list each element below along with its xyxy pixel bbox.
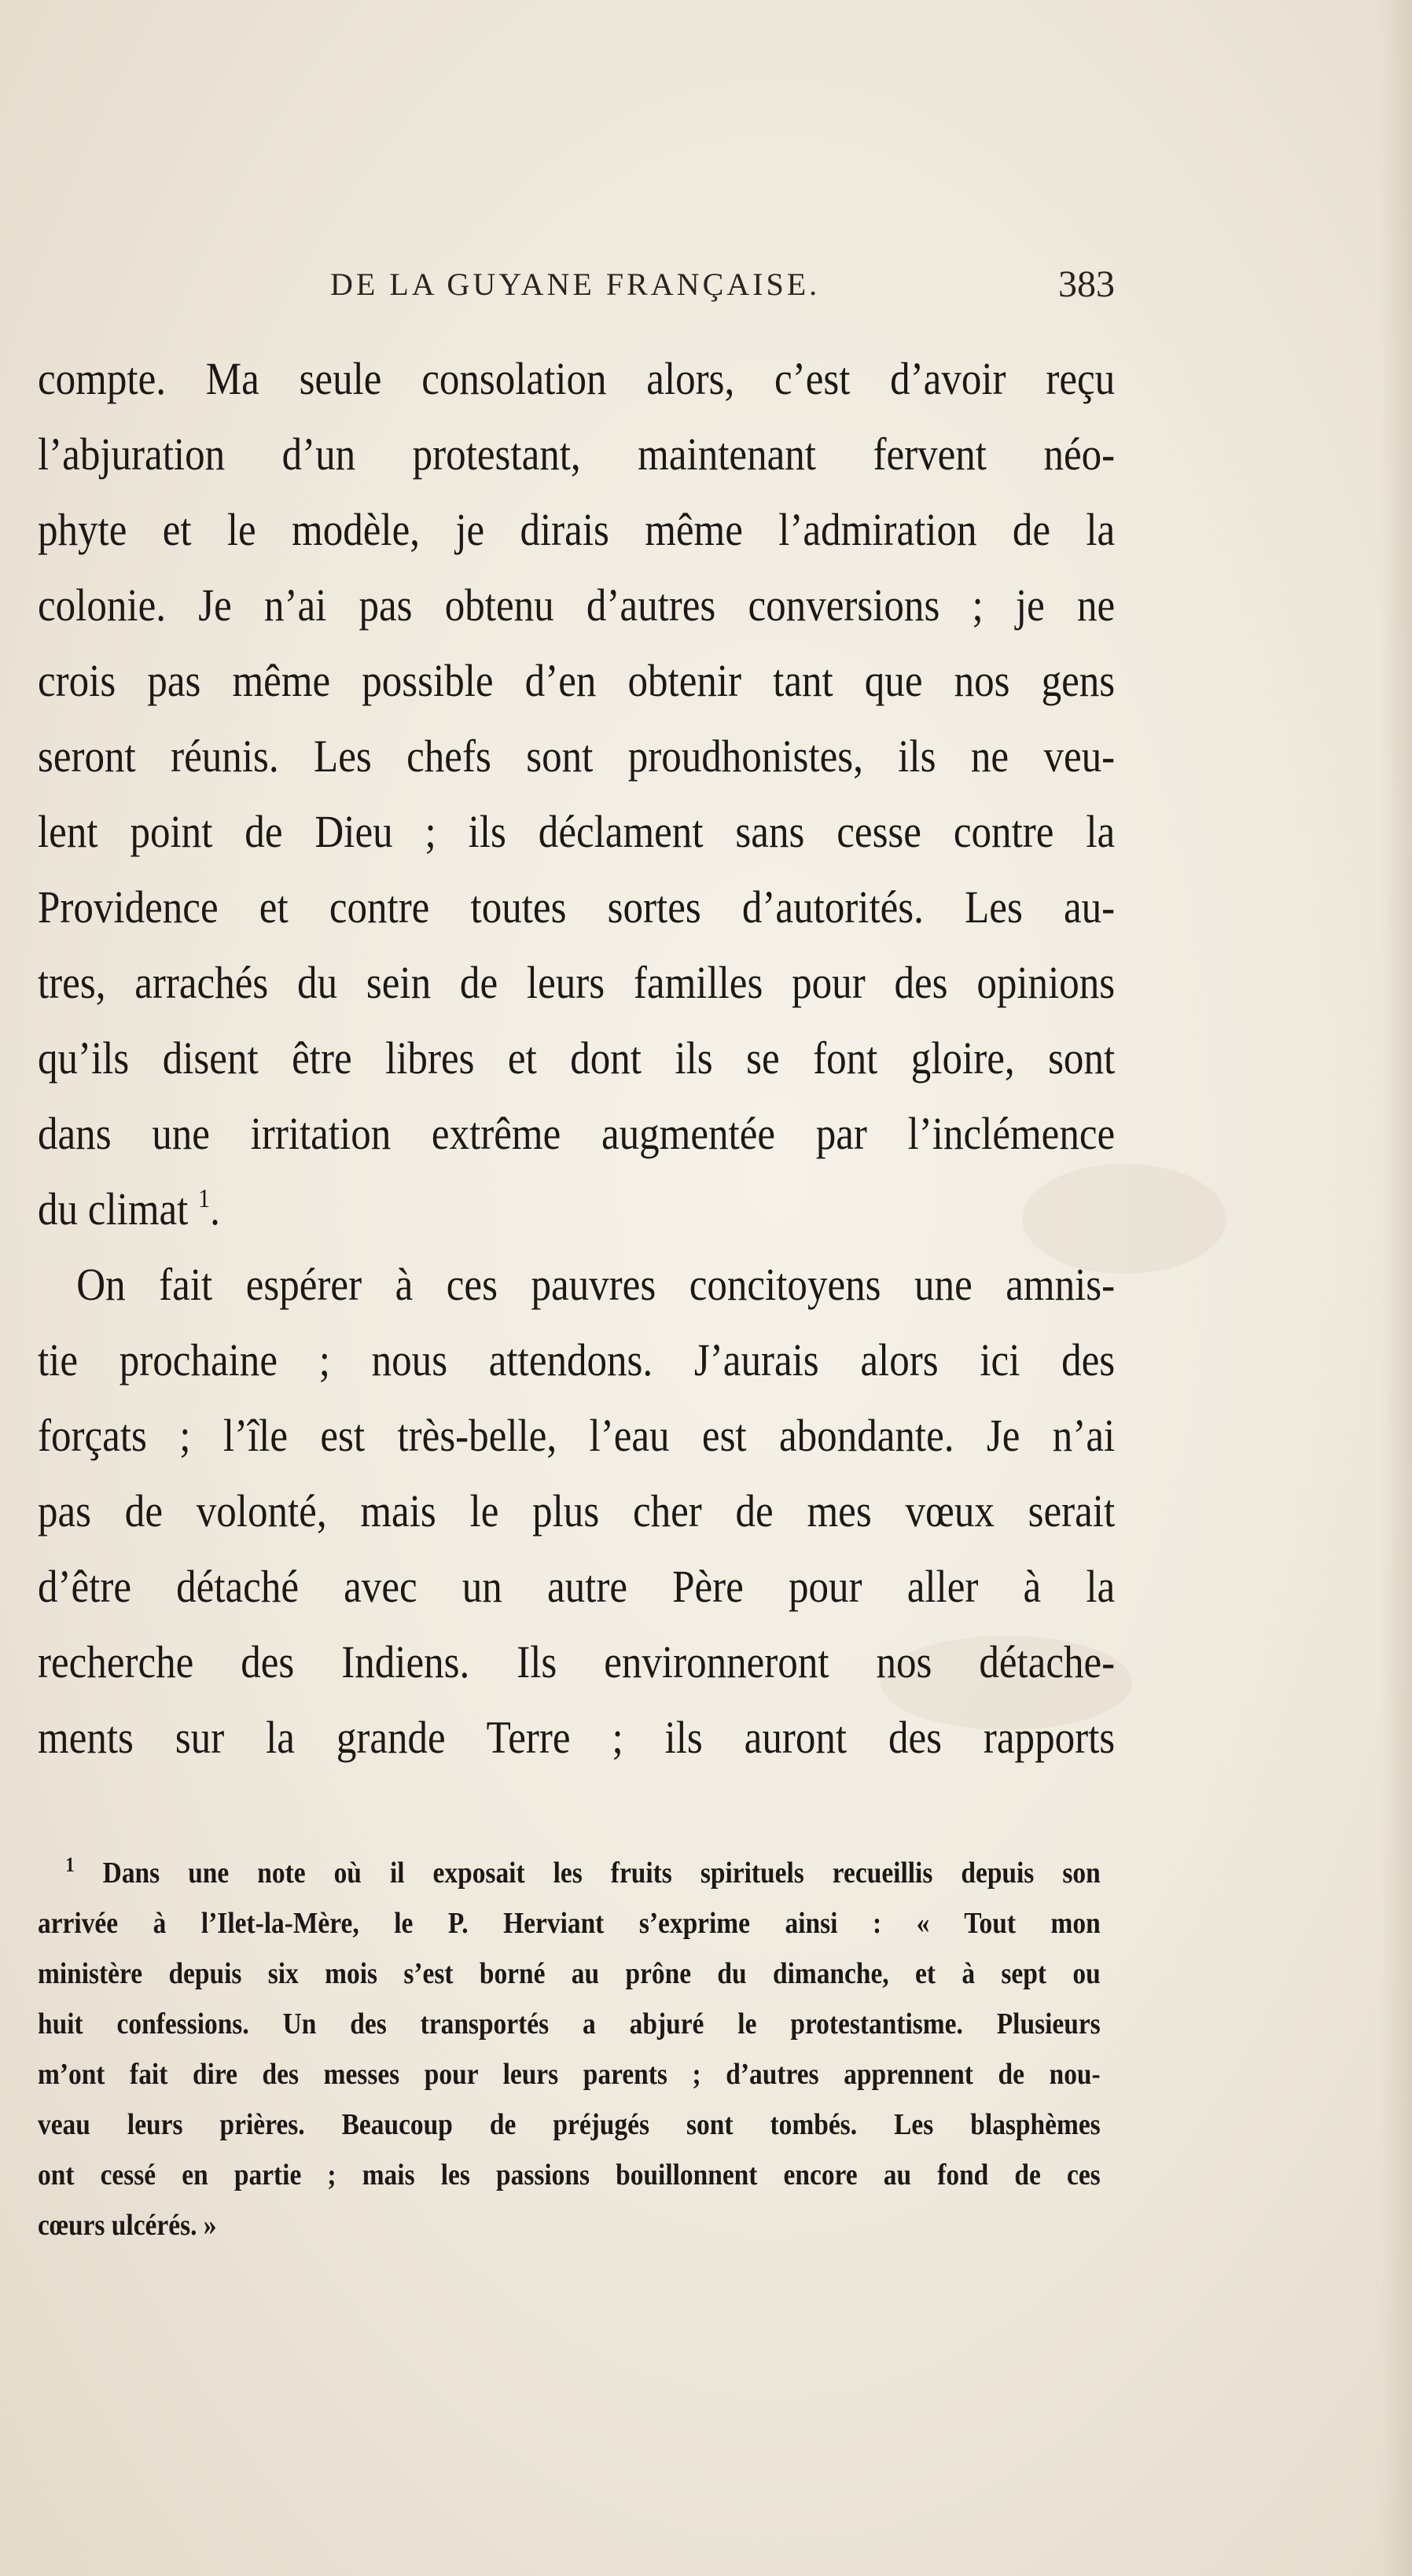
text-line: l’abjuration d’un protestant, maintenant fervent néo- bbox=[38, 429, 1116, 480]
footnote-line: cœurs ulcérés. » bbox=[38, 2209, 217, 2242]
footnote-line: ministère depuis six mois s’est borné au prône du dimanche, et à sept ou bbox=[38, 1957, 1101, 1990]
text-line: Providence et contre toutes sortes d’autorités. Les au- bbox=[38, 881, 1116, 933]
footnote-reference: 1 bbox=[198, 1184, 211, 1213]
text-line: phyte et le modèle, je dirais même l’admiration de la bbox=[38, 504, 1116, 555]
footnote-line: veau leurs prières. Beaucoup de préjugés sont tombés. Les blasphèmes bbox=[38, 2108, 1101, 2141]
page-edge-shadow bbox=[1381, 0, 1412, 2576]
text-line: qu’ils disent être libres et dont ils se font gloire, sont bbox=[38, 1032, 1116, 1084]
text-line: dans une irritation extrême augmentée par l’inclémence bbox=[38, 1108, 1116, 1159]
text-line: ments sur la grande Terre ; ils auront des rapports bbox=[38, 1712, 1116, 1763]
text-line: crois pas même possible d’en obtenir tant que nos gens bbox=[38, 655, 1116, 706]
footnote-line: huit confessions. Un des transportés a abjuré le protestantisme. Plusieurs bbox=[38, 2007, 1101, 2041]
text-line: On fait espérer à ces pauvres concitoyens une amnis- bbox=[76, 1259, 1116, 1310]
footnote-line: arrivée à l’Ilet-la-Mère, le P. Herviant s’exprime ainsi : « Tout mon bbox=[38, 1907, 1101, 1940]
footnote-line: m’ont fait dire des messes pour leurs parents ; d’autres apprennent de nou- bbox=[38, 2058, 1101, 2091]
running-title: DE LA GUYANE FRANÇAISE. bbox=[330, 267, 821, 302]
text-line: tres, arrachés du sein de leurs familles pour des opinions bbox=[38, 957, 1116, 1008]
footnote-line: ont cessé en partie ; mais les passions bouillonnent encore au fond de ces bbox=[38, 2158, 1101, 2191]
footnote-line: Dans une note où il exposait les fruits spirituels recueillis depuis son bbox=[102, 1857, 1101, 1890]
text-line: tie prochaine ; nous attendons. J’aurais alors ici des bbox=[38, 1334, 1116, 1386]
text-line: d’être détaché avec un autre Père pour aller à la bbox=[38, 1561, 1116, 1612]
text-line: colonie. Je n’ai pas obtenu d’autres conversions ; je ne bbox=[38, 580, 1116, 631]
paragraph-end-line bbox=[38, 1172, 1115, 1247]
footnote-mark: 1 bbox=[65, 1853, 75, 1876]
footnote-reference-period: . bbox=[210, 1183, 220, 1235]
page-number: 383 bbox=[1058, 263, 1115, 305]
text-line: lent point de Dieu ; ils déclament sans cesse contre la bbox=[38, 806, 1116, 857]
text-line: recherche des Indiens. Ils environneront nos détache- bbox=[38, 1636, 1116, 1687]
running-head bbox=[38, 263, 1115, 313]
text-line: pas de volonté, mais le plus cher de mes vœux serait bbox=[38, 1485, 1116, 1536]
body-text bbox=[38, 341, 1115, 1776]
text-line: seront réunis. Les chefs sont proudhonistes, ils ne veu- bbox=[38, 730, 1116, 782]
footnote-first-line bbox=[38, 1848, 1101, 1898]
text-line: compte. Ma seule consolation alors, c’est d’avoir reçu bbox=[38, 353, 1116, 404]
footnote bbox=[38, 1848, 1101, 2250]
text-line: du climat bbox=[38, 1183, 189, 1235]
text-line: forçats ; l’île est très-belle, l’eau est abondante. Je n’ai bbox=[38, 1410, 1116, 1461]
